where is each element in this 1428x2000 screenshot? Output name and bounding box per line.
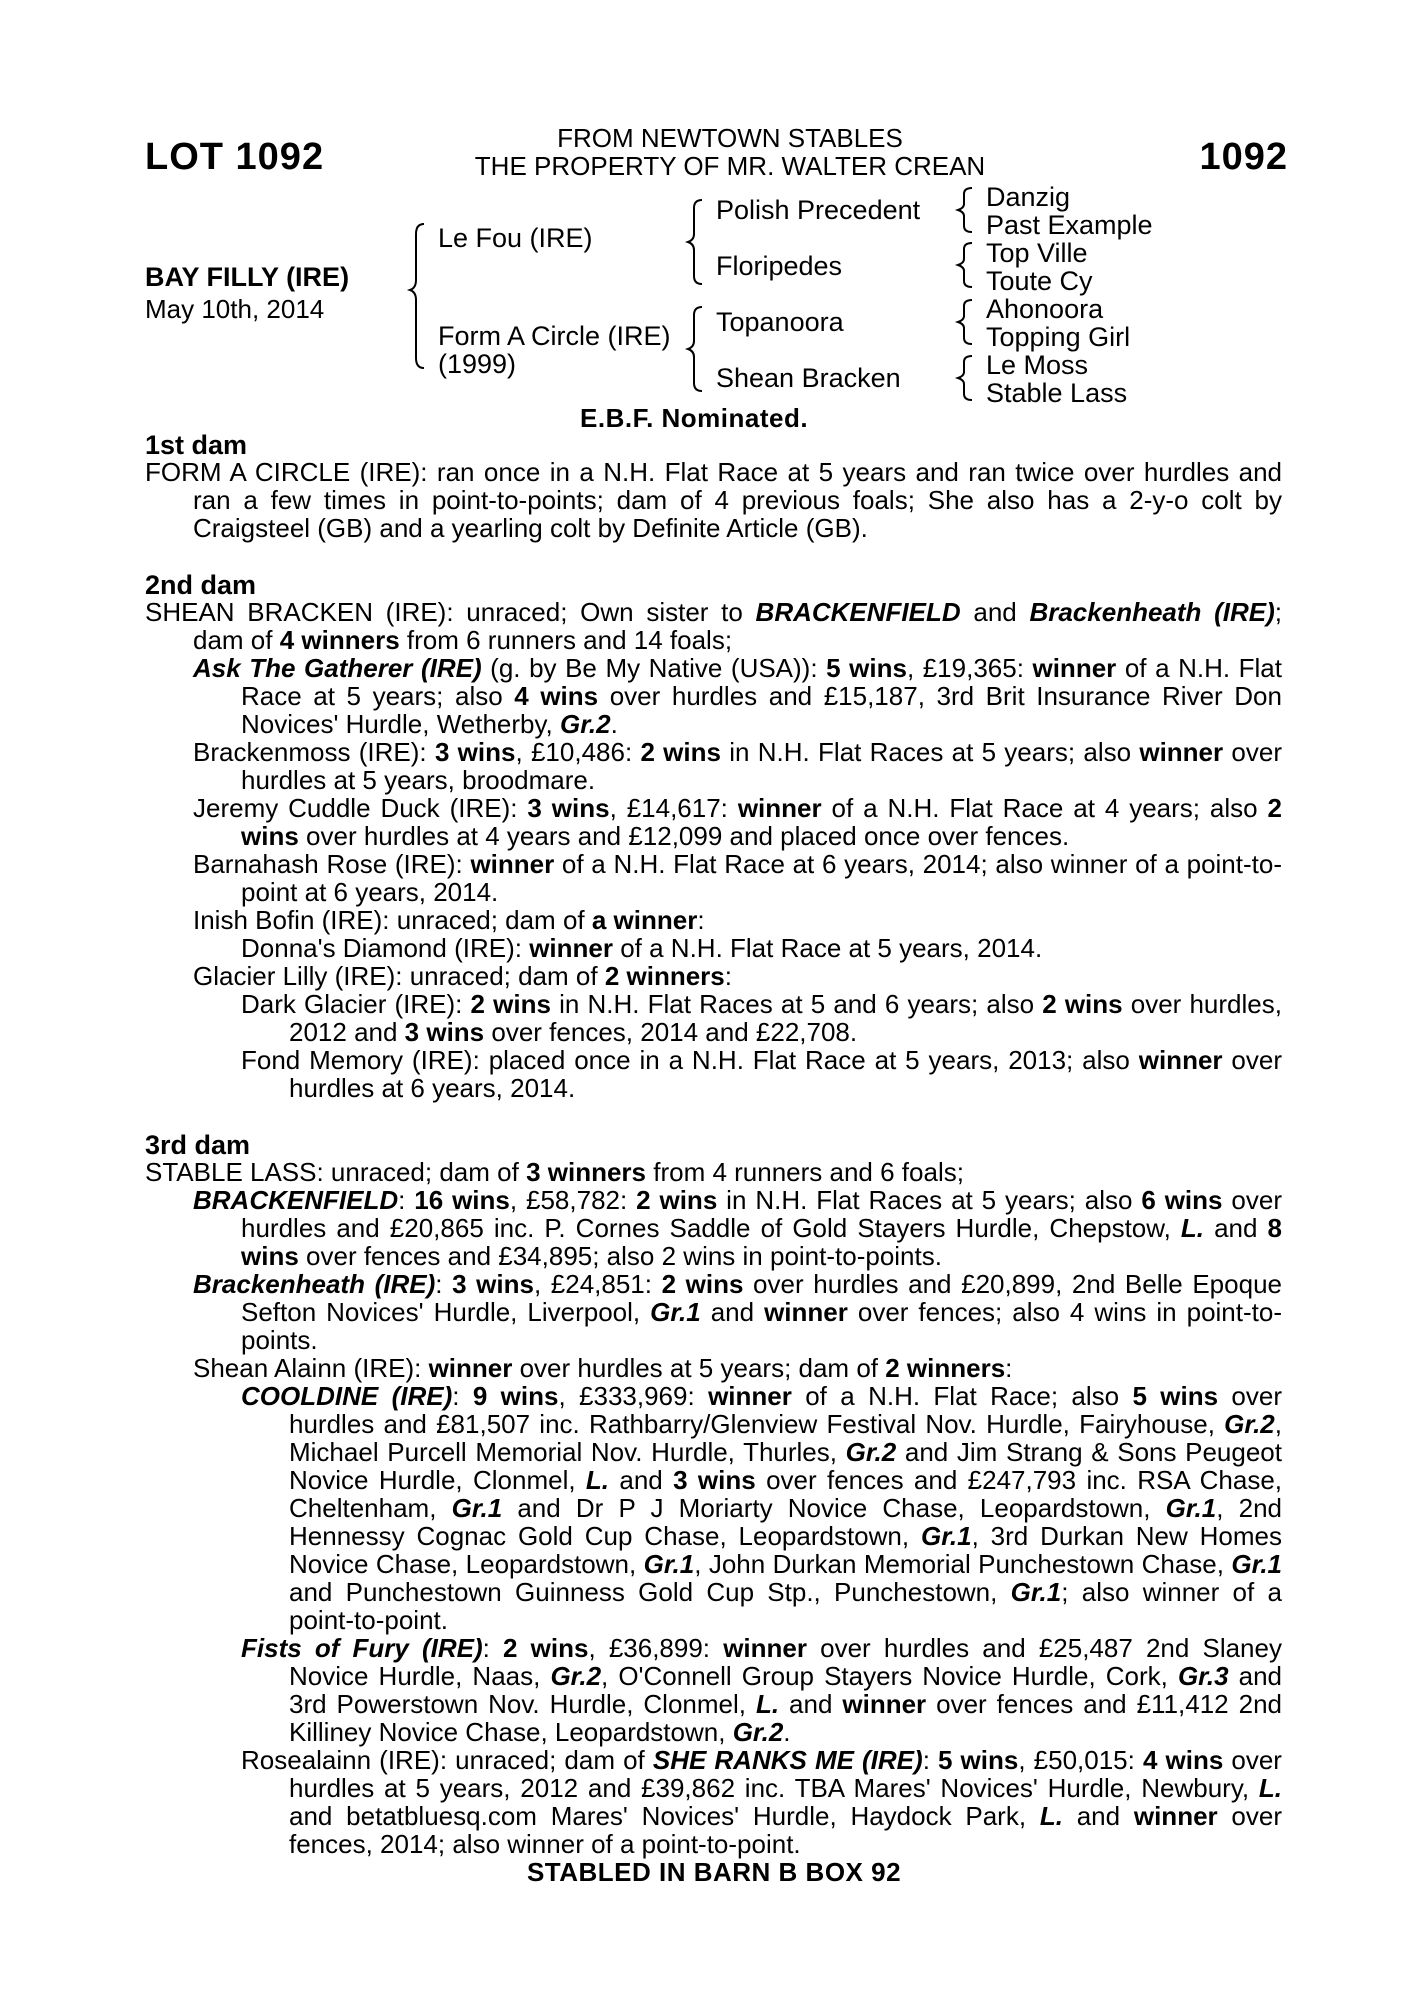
second-dam-heading: 2nd dam [145, 570, 257, 600]
sire-dam-dam: Toute Cy [986, 266, 1093, 296]
dam-sire-dam: Topping Girl [986, 322, 1131, 352]
consignor [360, 124, 1100, 180]
pedigree-brace-sire [688, 198, 708, 288]
pedigree-brace-ds [958, 298, 976, 346]
consignor-line-1: FROM NEWTOWN STABLES [557, 123, 903, 153]
produce-fists-of-fury: Fists of Fury (IRE): 2 wins, £36,899: winner over hurdles and £25,487 2nd Slaney Novice Hurdle, Naas, Gr.2, O'Connell Group Stayers Novice Hurdle, Cork, Gr.3 and 3rd Powerstown Nov. Hurdle, Clonmel, L. and winner over fences and £11,412 2nd Killiney Novice Chase, Leopardstown, Gr.2. [241, 1633, 1282, 1747]
sire-sire: Polish Precedent [716, 195, 921, 225]
third-dam-text: STABLE LASS: unraced; dam of 3 winners from 4 runners and 6 foals; [145, 1157, 964, 1187]
produce-rosealainn: Rosealainn (IRE): unraced; dam of SHE RANKS ME (IRE): 5 wins, £50,015: 4 wins over hurdles at 5 years, 2012 and £39,862 inc. TBA Mares' Novices' Hurdle, Newbury, L. and betatbluesq.com Mares' Novices' Hurdle, Haydock Park, L. and winner over fences, 2014; also winner of a point-to-point. [241, 1745, 1283, 1859]
sire-sire-sire: Danzig [986, 182, 1071, 212]
produce-brackenheath: Brackenheath (IRE): 3 wins, £24,851: 2 wins over hurdles and £20,899, 2nd Belle Epoque Sefton Novices' Hurdle, Liverpool, Gr.1 and winner over fences; also 4 wins in point-to-points. [193, 1269, 1282, 1355]
produce-shean-alainn: Shean Alainn (IRE): winner over hurdles at 5 years; dam of 2 winners: [193, 1353, 1013, 1383]
second-dam-text: SHEAN BRACKEN (IRE): unraced; Own sister to BRACKENFIELD and Brackenheath (IRE); dam of 4 winners from 6 runners and 14 foals; [145, 597, 1283, 655]
dam-sire-sire: Ahonoora [986, 294, 1104, 324]
dam: Form A Circle (IRE) [438, 321, 671, 351]
produce-glacier-lilly: Glacier Lilly (IRE): unraced; dam of 2 winners: [193, 961, 732, 991]
pedigree-brace-sd [958, 241, 976, 289]
produce-jeremy-cuddle-duck: Jeremy Cuddle Duck (IRE): 3 wins, £14,617: winner of a N.H. Flat Race at 4 years; also 2 wins over hurdles at 4 years and £12,099 and placed once over fences. [193, 793, 1282, 851]
ebf-nominated: E.B.F. Nominated. [580, 403, 809, 433]
third-dam-heading: 3rd dam [145, 1130, 251, 1160]
produce-inish-bofin: Inish Bofin (IRE): unraced; dam of a winner: [193, 905, 705, 935]
first-dam-text: FORM A CIRCLE (IRE): ran once in a N.H. Flat Race at 5 years and ran twice over hurdles and ran a few times in point-to-points; dam of 4 previous foals; She also has a 2-y-o colt by Craigsteel (GB) and a yearling colt by Definite Article (GB). [145, 457, 1282, 543]
produce-brackenfield: BRACKENFIELD: 16 wins, £58,782: 2 wins in N.H. Flat Races at 5 years; also 6 wins over hurdles and £20,865 inc. P. Cornes Saddle of Gold Stayers Hurdle, Chepstow, L. and 8 wins over fences and £34,895; also 2 wins in point-to-points. [193, 1185, 1283, 1271]
dam-dam-dam: Stable Lass [986, 378, 1128, 408]
produce-dark-glacier: Dark Glacier (IRE): 2 wins in N.H. Flat Races at 5 and 6 years; also 2 wins over hurdles, 2012 and 3 wins over fences, 2014 and £22,708. [241, 989, 1282, 1047]
dam-sire: Topanoora [716, 307, 844, 337]
first-dam-heading: 1st dam [145, 430, 248, 460]
produce-cooldine: COOLDINE (IRE): 9 wins, £333,969: winner of a N.H. Flat Race; also 5 wins over hurdles and £81,507 inc. Rathbarry/Glenview Festival Nov. Hurdle, Fairyhouse, Gr.2, Michael Purcell Memorial Nov. Hurdle, Thurles, Gr.2 and Jim Strang & Sons Peugeot Novice Hurdle, Clonmel, L. and 3 wins over fences and £247,793 inc. RSA Chase, Cheltenham, Gr.1 and Dr P J Moriarty Novice Chase, Leopardstown, Gr.1, 2nd Hennessy Cognac Gold Cup Chase, Leopardstown, Gr.1, 3rd Durkan New Homes Novice Chase, Leopardstown, Gr.1, John Durkan Memorial Punchestown Chase, Gr.1 and Punchestown Guinness Gold Cup Stp., Punchestown, Gr.1; also winner of a point-to-point. [241, 1381, 1283, 1635]
pedigree-brace-dd [958, 354, 976, 402]
sire: Le Fou (IRE) [438, 223, 593, 253]
produce-barnahash-rose: Barnahash Rose (IRE): winner of a N.H. Flat Race at 6 years, 2014; also winner of a point-to-point at 6 years, 2014. [193, 849, 1282, 907]
dam-dam: Shean Bracken [716, 363, 901, 393]
pedigree-brace-dam [688, 305, 708, 395]
dam-dam-sire: Le Moss [986, 350, 1089, 380]
stabled-location: STABLED IN BARN B BOX 92 [526, 1857, 902, 1887]
pedigree-brace-ss [958, 186, 976, 234]
dam-year: (1999) [438, 349, 517, 379]
pedigree-brace-main [410, 222, 430, 372]
lot-number: 1092 [1199, 136, 1288, 178]
sire-dam: Floripedes [716, 251, 843, 281]
produce-brackenmoss: Brackenmoss (IRE): 3 wins, £10,486: 2 wins in N.H. Flat Races at 5 years; also winner over hurdles at 5 years, broodmare. [193, 737, 1282, 795]
lot-label: LOT 1092 [145, 136, 325, 178]
sire-sire-dam: Past Example [986, 210, 1153, 240]
produce-ask-the-gatherer: Ask The Gatherer (IRE) (g. by Be My Native (USA)): 5 wins, £19,365: winner of a N.H. Flat Race at 5 years; also 4 wins over hurdles and £15,187, 3rd Brit Insurance River Don Novices' Hurdle, Wetherby, Gr.2. [193, 653, 1282, 739]
produce-fond-memory: Fond Memory (IRE): placed once in a N.H. Flat Race at 5 years, 2013; also winner over hurdles at 6 years, 2014. [241, 1045, 1282, 1103]
horse-dob: May 10th, 2014 [145, 294, 325, 324]
consignor-line-2: THE PROPERTY OF MR. WALTER CREAN [474, 151, 986, 181]
horse-sex: BAY FILLY (IRE) [145, 262, 350, 292]
sire-dam-sire: Top Ville [986, 238, 1088, 268]
produce-donnas-diamond: Donna's Diamond (IRE): winner of a N.H. Flat Race at 5 years, 2014. [241, 933, 1043, 963]
